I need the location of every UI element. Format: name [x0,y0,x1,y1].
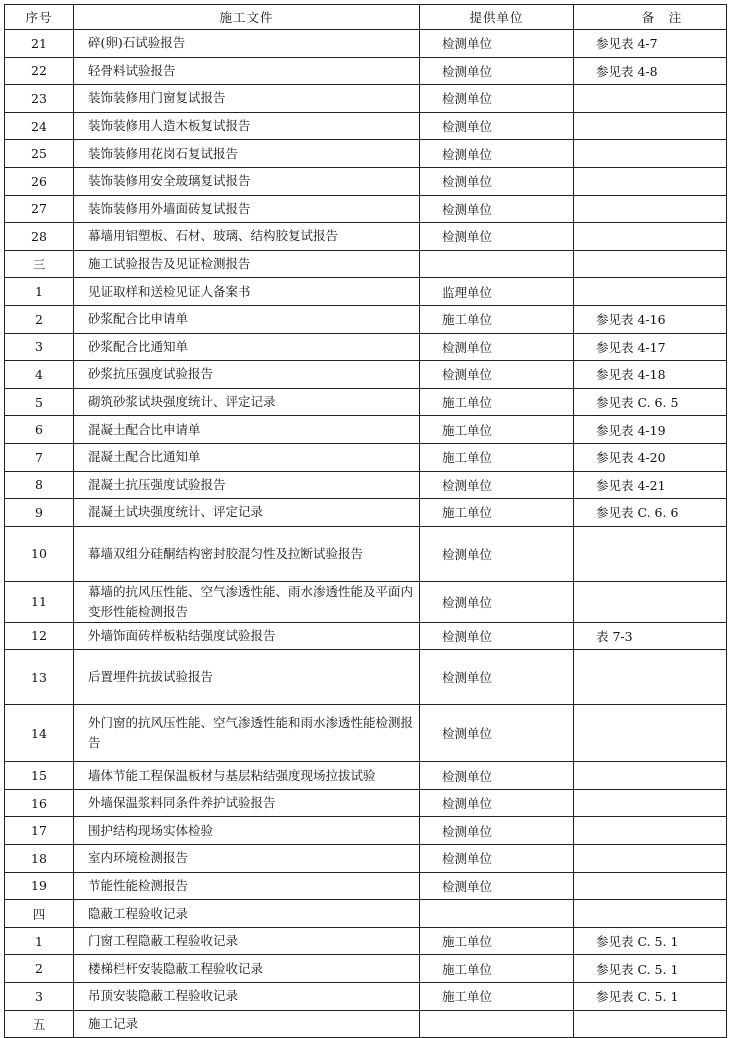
file-name: 室内环境检测报告 [74,845,420,873]
remark [574,85,727,113]
remark: 参见表 4-21 [574,471,727,499]
remark [574,1010,727,1038]
table-row [5,581,727,622]
provider-unit: 施工单位 [420,983,574,1011]
row-number: 14 [5,705,74,762]
file-name: 砂浆配合比通知单 [74,333,420,361]
remark [574,845,727,873]
file-name: 外墙饰面砖样板粘结强度试验报告 [74,622,420,650]
table-row [5,443,727,471]
row-number: 17 [5,817,74,845]
provider-unit: 检测单位 [420,112,574,140]
provider-unit: 检测单位 [420,140,574,168]
row-number: 22 [5,57,74,85]
table-row [5,140,727,168]
provider-unit: 检测单位 [420,195,574,223]
remark [574,140,727,168]
file-name: 施工试验报告及见证检测报告 [74,250,420,278]
table-row [5,112,727,140]
table-row [5,526,727,581]
remark: 参见表 4-20 [574,443,727,471]
remark [574,278,727,306]
row-number: 15 [5,762,74,790]
table-row [5,471,727,499]
table-row [5,30,727,58]
remark [574,526,727,581]
provider-unit: 施工单位 [420,955,574,983]
row-number: 10 [5,526,74,581]
remark [574,650,727,705]
table-row [5,622,727,650]
remark: 参见表 4-19 [574,416,727,444]
file-name: 围护结构现场实体检验 [74,817,420,845]
row-number: 26 [5,167,74,195]
remark [574,223,727,251]
table-row [5,650,727,705]
file-name: 混凝土配合比通知单 [74,443,420,471]
table-row [5,333,727,361]
table-row [5,361,727,389]
file-name: 混凝土抗压强度试验报告 [74,471,420,499]
file-name: 节能性能检测报告 [74,872,420,900]
provider-unit: 检测单位 [420,223,574,251]
table-row [5,416,727,444]
file-name: 装饰装修用外墙面砖复试报告 [74,195,420,223]
table-row [5,305,727,333]
row-number: 五 [5,1010,74,1038]
provider-unit [420,1010,574,1038]
remark [574,762,727,790]
file-name: 见证取样和送检见证人备案书 [74,278,420,306]
header-row [5,5,727,30]
provider-unit: 检测单位 [420,30,574,58]
remark: 参见表 C. 6. 5 [574,388,727,416]
table-row [5,250,727,278]
provider-unit: 检测单位 [420,817,574,845]
file-name: 后置埋件抗拔试验报告 [74,650,420,705]
row-number: 25 [5,140,74,168]
file-name: 幕墙双组分硅酮结构密封胶混匀性及拉断试验报告 [74,526,420,581]
table-row [5,927,727,955]
remark: 参见表 4-18 [574,361,727,389]
remark: 参见表 C. 5. 1 [574,927,727,955]
remark [574,112,727,140]
table-row [5,900,727,928]
file-name: 混凝土配合比申请单 [74,416,420,444]
table-row [5,278,727,306]
remark [574,250,727,278]
file-name: 装饰装修用花岗石复试报告 [74,140,420,168]
provider-unit: 检测单位 [420,650,574,705]
provider-unit [420,900,574,928]
provider-unit: 施工单位 [420,305,574,333]
row-number: 11 [5,581,74,622]
file-name: 混凝土试块强度统计、评定记录 [74,499,420,527]
row-number: 5 [5,388,74,416]
file-name: 幕墙的抗风压性能、空气渗透性能、雨水渗透性能及平面内变形性能检测报告 [74,581,420,622]
row-number: 6 [5,416,74,444]
remark [574,789,727,817]
row-number: 23 [5,85,74,113]
remark: 参见表 C. 5. 1 [574,955,727,983]
file-name: 外门窗的抗风压性能、空气渗透性能和雨水渗透性能检测报告 [74,705,420,762]
provider-unit: 检测单位 [420,705,574,762]
table-row [5,705,727,762]
row-number: 3 [5,333,74,361]
construction-documents-table [4,4,727,1038]
provider-unit [420,250,574,278]
table-row [5,388,727,416]
table-row [5,195,727,223]
row-number: 3 [5,983,74,1011]
remark: 参见表 C. 6. 6 [574,499,727,527]
row-number: 21 [5,30,74,58]
file-name: 外墙保温浆料同条件养护试验报告 [74,789,420,817]
row-number: 19 [5,872,74,900]
provider-unit: 检测单位 [420,57,574,85]
remark [574,705,727,762]
file-name: 碎(卵)石试验报告 [74,30,420,58]
row-number: 16 [5,789,74,817]
row-number: 28 [5,223,74,251]
table-row [5,762,727,790]
remark: 参见表 C. 5. 1 [574,983,727,1011]
row-number: 12 [5,622,74,650]
row-number: 8 [5,471,74,499]
table-row [5,817,727,845]
file-name: 装饰装修用安全玻璃复试报告 [74,167,420,195]
remark: 参见表 4-7 [574,30,727,58]
table-row [5,57,727,85]
remark [574,900,727,928]
provider-unit: 检测单位 [420,526,574,581]
row-number: 9 [5,499,74,527]
table-row [5,983,727,1011]
table-row [5,1010,727,1038]
row-number: 13 [5,650,74,705]
file-name: 隐蔽工程验收记录 [74,900,420,928]
provider-unit: 施工单位 [420,416,574,444]
file-name: 楼梯栏杆安装隐蔽工程验收记录 [74,955,420,983]
table-row [5,223,727,251]
file-name: 装饰装修用人造木板复试报告 [74,112,420,140]
file-name: 装饰装修用门窗复试报告 [74,85,420,113]
file-name: 砂浆抗压强度试验报告 [74,361,420,389]
row-number: 四 [5,900,74,928]
file-name: 吊顶安装隐蔽工程验收记录 [74,983,420,1011]
table-row [5,167,727,195]
remark [574,195,727,223]
remark: 参见表 4-17 [574,333,727,361]
file-name: 幕墙用铝塑板、石材、玻璃、结构胶复试报告 [74,223,420,251]
remark: 参见表 4-16 [574,305,727,333]
provider-unit: 施工单位 [420,499,574,527]
provider-unit: 检测单位 [420,581,574,622]
provider-unit: 施工单位 [420,388,574,416]
row-number: 三 [5,250,74,278]
provider-unit: 监理单位 [420,278,574,306]
row-number: 2 [5,955,74,983]
provider-unit: 检测单位 [420,361,574,389]
table-body [5,30,727,1038]
file-name: 砌筑砂浆试块强度统计、评定记录 [74,388,420,416]
table-row [5,789,727,817]
provider-unit: 检测单位 [420,85,574,113]
header-note: 备 注 [574,5,727,30]
row-number: 4 [5,361,74,389]
file-name: 门窗工程隐蔽工程验收记录 [74,927,420,955]
provider-unit: 检测单位 [420,333,574,361]
table-row [5,955,727,983]
provider-unit: 检测单位 [420,762,574,790]
provider-unit: 施工单位 [420,443,574,471]
provider-unit: 检测单位 [420,622,574,650]
provider-unit: 检测单位 [420,471,574,499]
remark [574,817,727,845]
row-number: 2 [5,305,74,333]
table-row [5,845,727,873]
file-name: 墙体节能工程保温板材与基层粘结强度现场拉拔试验 [74,762,420,790]
file-name: 砂浆配合比申请单 [74,305,420,333]
row-number: 24 [5,112,74,140]
row-number: 1 [5,278,74,306]
header-no: 序号 [5,5,74,30]
provider-unit: 施工单位 [420,927,574,955]
header-file: 施工文件 [74,5,420,30]
remark [574,872,727,900]
row-number: 18 [5,845,74,873]
provider-unit: 检测单位 [420,789,574,817]
file-name: 施工记录 [74,1010,420,1038]
provider-unit: 检测单位 [420,167,574,195]
file-name: 轻骨料试验报告 [74,57,420,85]
row-number: 7 [5,443,74,471]
remark [574,167,727,195]
table-row [5,499,727,527]
provider-unit: 检测单位 [420,872,574,900]
row-number: 27 [5,195,74,223]
remark: 参见表 4-8 [574,57,727,85]
remark: 表 7-3 [574,622,727,650]
table-row [5,872,727,900]
provider-unit: 检测单位 [420,845,574,873]
row-number: 1 [5,927,74,955]
header-unit: 提供单位 [420,5,574,30]
table-row [5,85,727,113]
remark [574,581,727,622]
